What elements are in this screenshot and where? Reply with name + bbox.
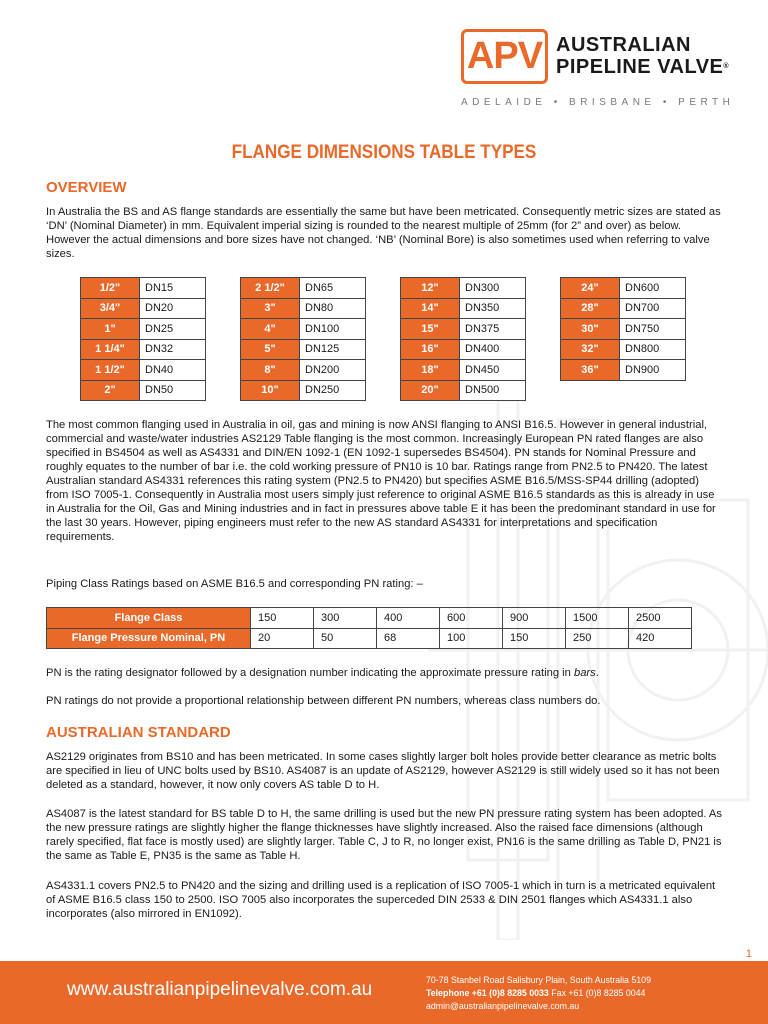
dn-size-cell: DN700 <box>620 298 686 319</box>
pn-note-text: PN is the rating designator followed by a designation number indicating the approximate pressure rating in <box>46 667 574 679</box>
dn-size-cell: DN15 <box>140 278 206 299</box>
size-row <box>561 278 686 299</box>
size-row <box>401 278 526 299</box>
flange-class-value: 150 <box>251 608 314 629</box>
dn-size-cell: DN600 <box>620 278 686 299</box>
dn-size-cell: DN50 <box>140 380 206 401</box>
pn-ratings-note: PN ratings do not provide a proportional relationship between different PN numbers, whereas class numbers do. <box>46 695 601 707</box>
flange-pn-row <box>47 628 692 649</box>
dn-size-cell: DN80 <box>300 298 366 319</box>
flange-pn-label: Flange Pressure Nominal, PN <box>47 628 251 649</box>
pn-note-bars: bars <box>573 667 596 679</box>
flange-class-value: 600 <box>440 608 503 629</box>
dn-size-cell: DN750 <box>620 319 686 340</box>
australian-standard-heading: AUSTRALIAN STANDARD <box>46 724 231 741</box>
registered-mark: ® <box>723 63 730 70</box>
size-row <box>241 298 366 319</box>
size-table-1 <box>80 277 206 401</box>
size-table-2 <box>240 277 366 401</box>
dn-size-cell: DN400 <box>460 339 526 360</box>
imperial-size-cell: 20" <box>401 380 460 401</box>
size-row <box>81 380 206 401</box>
overview-intro-paragraph: In Australia the BS and AS flange standards are essentially the same but have been metricated. Consequently metric sizes are stated as ‘DN’ (Nominal Diameter) in mm. Equivalent imperial sizing is rounded to the nearest multiple of 25mm (for 2” and over) as below. However the actual dimensions and bore sizes have not changed. ‘NB’ (Nominal Bore) is also sometimes used when referring to valve sizes. <box>46 206 721 260</box>
overview-heading: OVERVIEW <box>46 179 127 196</box>
imperial-size-cell: 8" <box>241 360 300 381</box>
size-row <box>81 278 206 299</box>
size-row <box>561 339 686 360</box>
telephone-number: Telephone +61 (0)8 8285 0033 <box>426 988 549 998</box>
size-row <box>401 339 526 360</box>
page-title: FLANGE DIMENSIONS TABLE TYPES <box>231 142 537 163</box>
dn-size-cell: DN125 <box>300 339 366 360</box>
size-row <box>81 319 206 340</box>
as2129-paragraph: AS2129 originates from BS10 and has been metricated. In some cases slightly larger bolt holes provide better clearance as metric bolts are specified in lieu of UNC bolts used by BS10. AS4087 is an update of AS2129, however AS2129 is still widely used so it has not been deleted as a standard, however, it now only covers AS table D to H. <box>46 751 720 791</box>
flange-class-value: 2500 <box>629 608 692 629</box>
website-link[interactable]: www.australianpipelinevalve.com.au <box>67 979 373 1000</box>
size-row <box>561 319 686 340</box>
dn-size-cell: DN25 <box>140 319 206 340</box>
size-row <box>401 319 526 340</box>
flange-class-value: 1500 <box>566 608 629 629</box>
size-table-3 <box>400 277 526 401</box>
flange-class-row <box>47 608 692 629</box>
dn-size-cell: DN900 <box>620 360 686 381</box>
flange-class-table <box>46 607 692 649</box>
size-row <box>401 380 526 401</box>
size-row <box>241 278 366 299</box>
imperial-size-cell: 24" <box>561 278 620 299</box>
imperial-size-cell: 30" <box>561 319 620 340</box>
imperial-size-cell: 15" <box>401 319 460 340</box>
dn-size-cell: DN40 <box>140 360 206 381</box>
logo-text: APV <box>466 35 543 77</box>
dn-size-cell: DN300 <box>460 278 526 299</box>
email-link[interactable]: admin@australianpipelinevalve.com.au <box>426 1001 580 1011</box>
imperial-size-cell: 2 1/2" <box>241 278 300 299</box>
dn-size-cell: DN350 <box>460 298 526 319</box>
flange-class-value: 300 <box>314 608 377 629</box>
imperial-size-cell: 1 1/2" <box>81 360 140 381</box>
imperial-size-cell: 1/2" <box>81 278 140 299</box>
flanging-paragraph: The most common flanging used in Australia in oil, gas and mining is now ANSI flanging to ANSI B16.5. However in general industrial, commercial and waste/water industries AS2129 Table flanging is the most common. Increasingly European PN rated flanges are also specified in BS4504 as well as AS4331 and DIN/EN 1092-1 (EN 1092-1 supersedes BS4504). PN stands for Nominal Pressure and roughly equates to the number of bar i.e. the cold working pressure of PN10 is 10 bar. Ratings range from PN2.5 to PN420. The latest Australian standard AS4331 references this rating system (PN2.5 to PN420) but specifies ASME B16.5/MSS-SP44 drilling (adopted) from ISO 7005-1. Consequently in Australia most users simply just reference to original ASME B16.5 standards as this is already in use in Australia for the Oil, Gas and Mining industries and in fact in pressures above table E it has been the predominant standard in use for the last 30 years. However, piping engineers must refer to the new AS standard AS4331 for interpretations and specification requirements. <box>46 419 716 543</box>
imperial-size-cell: 14" <box>401 298 460 319</box>
pn-note-end: . <box>595 667 599 679</box>
postal-address: 70-78 Stanbel Road Salisbury Plain, South Australia 5109 <box>426 975 651 985</box>
imperial-size-cell: 1 1/4" <box>81 339 140 360</box>
dn-size-cell: DN65 <box>300 278 366 299</box>
dn-size-cell: DN100 <box>300 319 366 340</box>
pn-value: 20 <box>251 628 314 649</box>
flange-class-value: 400 <box>377 608 440 629</box>
dn-size-cell: DN20 <box>140 298 206 319</box>
as4087-paragraph: AS4087 is the latest standard for BS table D to H, the same drilling is used but the new PN pressure rating system has been adopted. As the new pressure ratings are slightly higher the flange thicknesses have slightly increased. Also the raised face dimensions (although rarely specified, flat face is mostly used) are slightly larger. Table C, J to R, no longer exist, PN16 is the same drilling as Table D, PN21 is the same as Table E, PN35 is the same as Table H. <box>46 808 722 862</box>
footer-bar <box>0 961 768 1024</box>
imperial-size-cell: 28" <box>561 298 620 319</box>
office-cities: ADELAIDE • BRISBANE • PERTH <box>461 97 735 108</box>
brand-name <box>556 34 729 78</box>
fax-number: Fax +61 (0)8 8285 0044 <box>551 988 646 998</box>
imperial-size-cell: 3/4" <box>81 298 140 319</box>
imperial-size-cell: 10" <box>241 380 300 401</box>
size-row <box>81 360 206 381</box>
pn-value: 68 <box>377 628 440 649</box>
pn-value: 100 <box>440 628 503 649</box>
size-row <box>241 380 366 401</box>
apv-logo <box>461 29 548 84</box>
imperial-size-cell: 5" <box>241 339 300 360</box>
imperial-size-cell: 12" <box>401 278 460 299</box>
size-row <box>561 360 686 381</box>
size-row <box>401 298 526 319</box>
brand-line-2: PIPELINE VALVE <box>556 56 724 78</box>
dn-size-cell: DN500 <box>460 380 526 401</box>
size-row <box>241 339 366 360</box>
imperial-size-cell: 32" <box>561 339 620 360</box>
imperial-size-cell: 18" <box>401 360 460 381</box>
size-row <box>241 319 366 340</box>
dn-size-cell: DN800 <box>620 339 686 360</box>
pn-value: 420 <box>629 628 692 649</box>
pn-value: 250 <box>566 628 629 649</box>
pn-value: 150 <box>503 628 566 649</box>
size-row <box>561 298 686 319</box>
size-row <box>401 360 526 381</box>
flange-class-label: Flange Class <box>47 608 251 629</box>
contact-details <box>426 974 651 1013</box>
imperial-size-cell: 16" <box>401 339 460 360</box>
page-number: 1 <box>745 948 752 960</box>
size-row <box>81 298 206 319</box>
imperial-size-cell: 4" <box>241 319 300 340</box>
dn-size-cell: DN32 <box>140 339 206 360</box>
imperial-size-cell: 2" <box>81 380 140 401</box>
dn-size-cell: DN200 <box>300 360 366 381</box>
size-row <box>81 339 206 360</box>
flange-class-value: 900 <box>503 608 566 629</box>
pn-designator-note <box>46 666 722 680</box>
pn-value: 50 <box>314 628 377 649</box>
size-table-4 <box>560 277 686 381</box>
imperial-size-cell: 1" <box>81 319 140 340</box>
dn-size-cell: DN375 <box>460 319 526 340</box>
size-row <box>241 360 366 381</box>
piping-class-intro: Piping Class Ratings based on ASME B16.5 and corresponding PN rating: – <box>46 578 423 590</box>
dn-size-cell: DN450 <box>460 360 526 381</box>
as4331-paragraph: AS4331.1 covers PN2.5 to PN420 and the sizing and drilling used is a replication of ISO 7005-1 which in turn is a metricated equivalent of ASME B16.5 class 150 to 2500. ISO 7005 also incorporates the superceded DIN 2533 & DIN 2501 flanges which AS4331.1 also incorporates (also mirrored in EN1092). <box>46 880 716 920</box>
imperial-size-cell: 3" <box>241 298 300 319</box>
dn-size-cell: DN250 <box>300 380 366 401</box>
brand-line-1: AUSTRALIAN <box>556 34 691 56</box>
imperial-size-cell: 36" <box>561 360 620 381</box>
